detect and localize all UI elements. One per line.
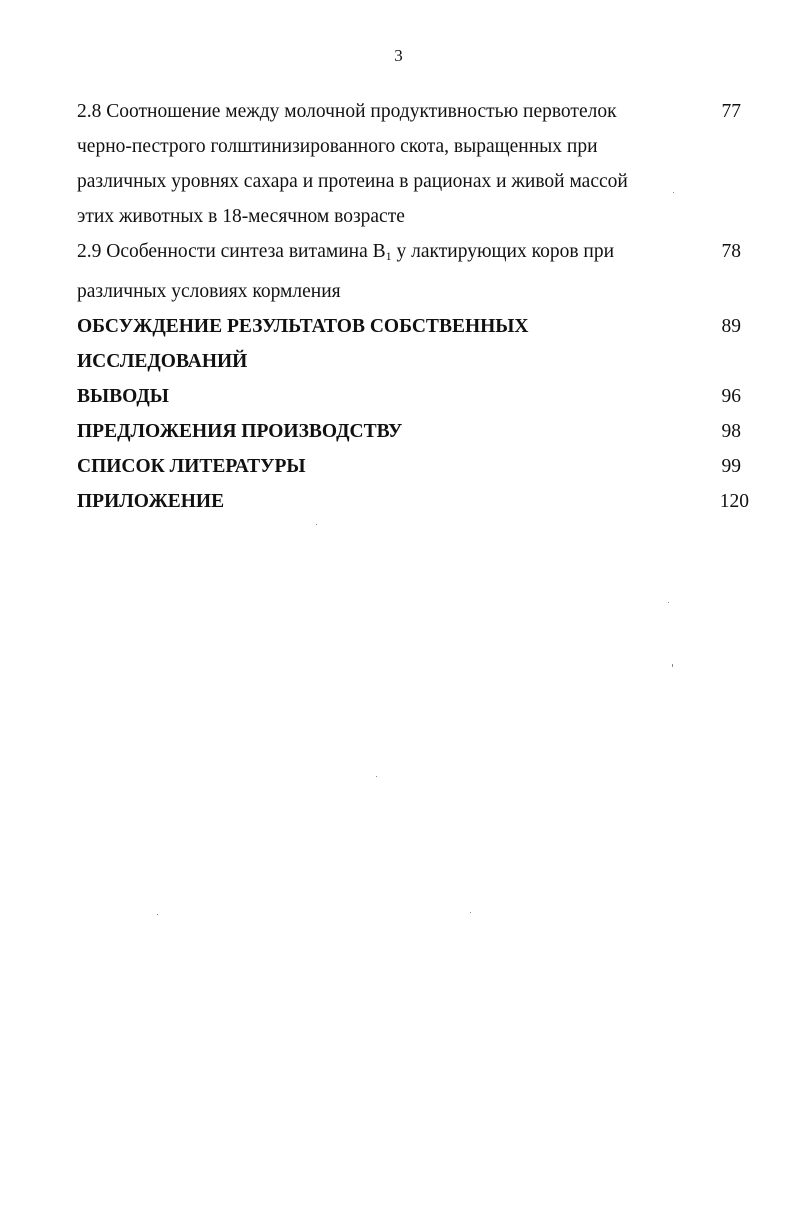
table-of-contents: [77, 94, 749, 519]
scan-speck: [376, 776, 377, 777]
toc-entry-proposals: [77, 414, 749, 449]
toc-entry-line: различных условиях кормления: [77, 281, 341, 302]
toc-entry-line: [77, 234, 679, 274]
scan-speck: [316, 524, 317, 525]
toc-entry-text: у лактирующих коров при: [391, 241, 615, 262]
toc-entry-line: черно-пестрого голштинизированного скота, выращенных при: [77, 136, 598, 157]
toc-entry-2-9: [77, 234, 749, 309]
scan-speck: [470, 912, 471, 913]
subscript-text: 1: [385, 249, 392, 263]
scan-speck: [672, 664, 673, 667]
toc-entry-title: [77, 484, 679, 519]
toc-entry-page-number: 89: [721, 316, 741, 337]
toc-entry-line: ПРИЛОЖЕНИЕ: [77, 491, 225, 512]
toc-entry-title: [77, 379, 679, 414]
page-number: 3: [394, 46, 403, 65]
toc-entry-page-number: 98: [721, 421, 741, 442]
toc-entry-text: 2.9 Особенности синтеза витамина В: [77, 241, 386, 262]
toc-entry-title: [77, 449, 679, 484]
toc-entry-page-number: 96: [721, 386, 741, 407]
scan-speck: [673, 192, 674, 193]
toc-entry-line: СПИСОК ЛИТЕРАТУРЫ: [77, 456, 306, 477]
toc-entry-title: [77, 414, 679, 449]
toc-entry-line: этих животных в 18-месячном возрасте: [77, 206, 405, 227]
toc-entry-discussion: [77, 309, 749, 379]
scan-speck: [668, 602, 669, 603]
toc-entry-page-number: 78: [721, 241, 741, 262]
toc-entry-title: [77, 94, 679, 234]
toc-entry-line: ИССЛЕДОВАНИЙ: [77, 351, 248, 372]
toc-entry-2-8: [77, 94, 749, 234]
toc-entry-conclusions: [77, 379, 749, 414]
scan-speck: [157, 914, 158, 915]
toc-entry-page-number: 77: [721, 101, 741, 122]
toc-entry-page-number: 120: [719, 491, 749, 512]
toc-entry-page-number: 99: [721, 456, 741, 477]
toc-entry-appendix: [77, 484, 749, 519]
toc-entry-references: [77, 449, 749, 484]
toc-entry-line: ОБСУЖДЕНИЕ РЕЗУЛЬТАТОВ СОБСТВЕННЫХ: [77, 316, 529, 337]
toc-entry-line: ВЫВОДЫ: [77, 386, 169, 407]
toc-entry-title: [77, 309, 679, 379]
toc-entry-title: [77, 234, 679, 309]
toc-entry-line: 2.8 Соотношение между молочной продуктивностью первотелок: [77, 101, 617, 122]
toc-entry-line: ПРЕДЛОЖЕНИЯ ПРОИЗВОДСТВУ: [77, 421, 403, 442]
toc-entry-line: различных уровнях сахара и протеина в рационах и живой массой: [77, 171, 628, 192]
